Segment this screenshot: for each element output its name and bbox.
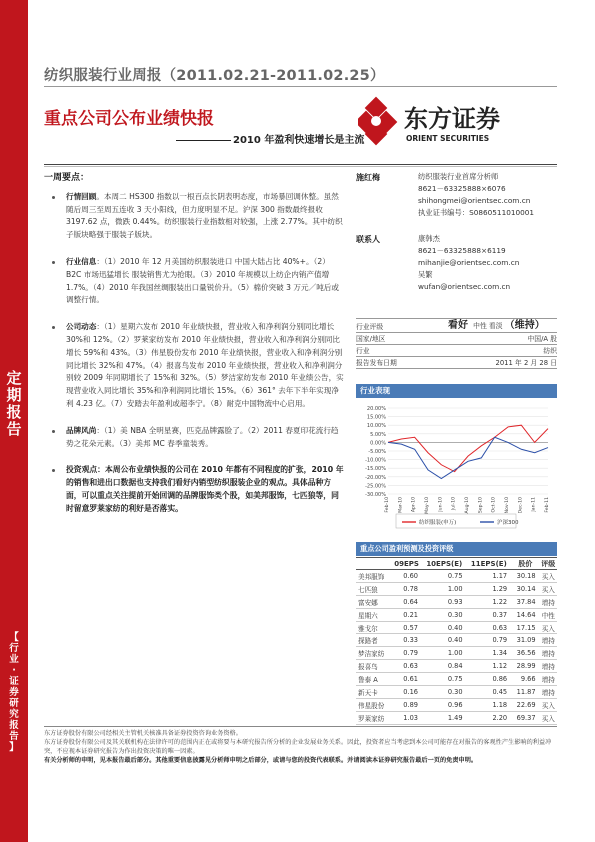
bullet-dot-icon xyxy=(52,469,55,472)
table-cell: 0.75 xyxy=(422,570,467,583)
orient-securities-logo xyxy=(358,94,558,148)
table-cell: 0.64 xyxy=(391,595,422,608)
x-tick-label: Jun-10 xyxy=(438,497,444,512)
table-cell: 17.15 xyxy=(511,621,539,634)
company-name-cell: 雅戈尔 xyxy=(356,621,391,634)
table-cell: 买入 xyxy=(540,621,557,634)
x-tick-label: Jul-10 xyxy=(451,497,457,511)
table-row xyxy=(356,698,557,711)
x-tick-label: Feb-10 xyxy=(385,497,390,513)
table-cell: 69.37 xyxy=(511,711,539,724)
legend-label: 沪深300 xyxy=(497,520,519,526)
main-title: 重点公司公布业绩快报 xyxy=(44,109,214,129)
table-cell: 9.66 xyxy=(511,673,539,686)
y-tick-label: -30.00% xyxy=(365,492,386,498)
table-cell: 增持 xyxy=(540,673,557,686)
y-tick-label: 0.00% xyxy=(370,440,386,447)
table-cell: 1.18 xyxy=(467,698,512,711)
y-tick-label: -10.00% xyxy=(365,457,386,464)
table-cell: 增持 xyxy=(540,647,557,660)
eps-forecast-table xyxy=(356,557,557,725)
company-name-cell: 星期六 xyxy=(356,608,391,621)
performance-chart xyxy=(356,402,557,530)
analyst-name: 施红梅 xyxy=(356,173,380,182)
table-cell: 增持 xyxy=(540,660,557,673)
table-cell: 1.34 xyxy=(467,647,512,660)
x-tick-label: Sep-10 xyxy=(478,497,484,514)
table-cell: 0.33 xyxy=(391,634,422,647)
table-row xyxy=(356,647,557,660)
logo-cn-text: 东方证券 xyxy=(404,105,500,133)
contact-label: 联系人 xyxy=(356,235,380,244)
table-cell: 2.20 xyxy=(467,711,512,724)
bullet-market-review: 行情回顾。本周二 HS300 指数以一根百点长阴表明态度，市场暴回调休整。虽然随后周三至周五连收 3 天小阳线，但力度明显不足。沪深 300 指数最终报收 3197.62 点，微跌 0.44%。纺织服装行业指数相对较强，上涨 2.77%。其中纺织子版块略强于服装子版块。 xyxy=(44,191,344,242)
contact-email-link-2[interactable]: wufan@orientsec.com.cn xyxy=(418,282,511,291)
table-row xyxy=(356,660,557,673)
y-tick-label: 5.00% xyxy=(370,431,386,438)
y-tick-label: 15.00% xyxy=(366,414,386,421)
logo-mark-icon xyxy=(358,94,558,148)
disclaimer-bold: 有关分析师的申明，见本报告最后部分。其他重要信息披露见分析师申明之后部分，或请与您的投资代表联系。并请阅读本证券研究报告最后一页的免责申明。 xyxy=(44,757,478,764)
x-tick-label: Feb-11 xyxy=(545,497,550,513)
table-cell: 买入 xyxy=(540,698,557,711)
rating-options: 中性 看淡 xyxy=(473,322,503,330)
industry-performance-heading: 行业表现 xyxy=(356,384,557,398)
company-name-cell: 富安娜 xyxy=(356,595,391,608)
table-cell: 36.56 xyxy=(511,647,539,660)
summary-heading: 一周要点： xyxy=(44,173,90,183)
table-cell: 0.63 xyxy=(391,660,422,673)
table-cell: 1.00 xyxy=(422,582,467,595)
table-cell: 买入 xyxy=(540,570,557,583)
analyst-contacts: 施红梅 纺织服装行业首席分析师 8621－63325888×6076 shihongmei@orientsec.com.cn 执业证书编号：S0860511010001 联系人 康韩杰 8621－63325888×6119 mihanjie@orientsec.com.cn 吴繁 wufan@orientsec.com.cn xyxy=(356,172,535,291)
table-cell: 0.40 xyxy=(422,634,467,647)
y-tick-label: 10.00% xyxy=(366,423,386,430)
legend-label: 纺织服装(申万) xyxy=(419,520,457,526)
footer-divider xyxy=(44,726,557,727)
table-cell: 0.93 xyxy=(422,595,467,608)
bullet-industry-info: 行业信息：（1）2010 年 12 月美国纺织服装进口 中国大陆占比 40%+。（2）B2C 市场迅猛增长 服装销售尤为抢眼。（3）2010 年规模以上纺企内销产值增 1.7%。（4）2010 年我国丝绸服装出口量锐价升。（5）棉价突破 3 万元／吨后或调整行情。 xyxy=(44,256,344,307)
x-tick-label: Apr-10 xyxy=(411,497,417,513)
table-cell: 买入 xyxy=(540,582,557,595)
table-cell: 0.30 xyxy=(422,686,467,699)
company-name-cell: 梦洁家纺 xyxy=(356,647,391,660)
x-tick-label: Aug-10 xyxy=(465,497,470,514)
y-tick-label: 20.00% xyxy=(366,406,386,412)
header-divider xyxy=(44,86,557,87)
table-row xyxy=(356,595,557,608)
rating-value: 看好 xyxy=(448,320,468,331)
table-cell: 0.37 xyxy=(467,608,512,621)
disclaimer: 东方证券股份有限公司经相关主管机关核准具备证券投资咨询业务资格。 东方证券股份有限公司及其关联机构在法律许可的范围内正在或将要与本研究报告所分析的企业发展业务关系。因此，投资者应当考虑到本公司可能存在对报告的客观性产生影响的利益冲突，不应视本证券研究报告为作出投资决策的唯一因素。 有关分析师的申明，见本报告最后部分。其他重要信息披露见分析师申明之后部分，或请与您的投资代表联系。并请阅读本证券研究报告最后一页的免责申明。 xyxy=(44,729,557,765)
company-name-cell: 报喜鸟 xyxy=(356,660,391,673)
bullet-dot-icon xyxy=(52,261,55,264)
bullet-dot-icon xyxy=(52,430,55,433)
rating-label: 行业评级 xyxy=(356,323,384,331)
table-cell: 0.86 xyxy=(467,673,512,686)
sidebar xyxy=(0,0,28,842)
table-row xyxy=(356,673,557,686)
table-cell: 0.96 xyxy=(422,698,467,711)
table-cell: 1.22 xyxy=(467,595,512,608)
table-cell: 0.89 xyxy=(391,698,422,711)
table-row xyxy=(356,582,557,595)
x-tick-label: Jan-11 xyxy=(531,497,537,512)
subtitle: 2010 年盈利快速增长是主流 xyxy=(176,131,364,146)
table-cell: 0.21 xyxy=(391,608,422,621)
table-row xyxy=(356,634,557,647)
y-tick-label: -25.00% xyxy=(365,483,386,490)
table-row xyxy=(356,570,557,583)
table-cell: 30.18 xyxy=(511,570,539,583)
table-cell: 1.03 xyxy=(391,711,422,724)
report-category-label: 【 行 业 · 证 券 研 究 报 告 】 xyxy=(9,632,19,753)
table-header-row: 09EPS 10EPS(E) 11EPS(E) 股价 评级 xyxy=(356,558,557,570)
table-cell: 37.84 xyxy=(511,595,539,608)
eps-table-heading: 重点公司盈利预测及投资评级 xyxy=(356,542,557,556)
bullet-dot-icon xyxy=(52,326,55,329)
table-cell: 0.57 xyxy=(391,621,422,634)
section-divider xyxy=(44,164,557,165)
table-cell: 买入 xyxy=(540,711,557,724)
table-cell: 31.09 xyxy=(511,634,539,647)
table-row xyxy=(356,711,557,724)
rating-block: 行业评级 看好 中性 看淡 （维持） 国家/地区 中国/A 股 行业 纺织 报告发布日期 2011 年 2 月 28 日 xyxy=(356,320,557,367)
table-cell: 1.12 xyxy=(467,660,512,673)
company-name-cell: 罗莱家纺 xyxy=(356,711,391,724)
table-cell: 增持 xyxy=(540,595,557,608)
table-row xyxy=(356,686,557,699)
company-name-cell: 伟星股份 xyxy=(356,698,391,711)
table-cell: 0.75 xyxy=(422,673,467,686)
bullet-investment-view: 投资观点：本周公布业绩快报的公司在 2010 年都有不同程度的扩张，2010 年的销售和进出口数据也支持我们看好内销型纺织服装企业的观点。具体品种方面，可以重点关注提前开始回调的品牌服饰类个股，如美邦服饰，七匹狼等，同时留意罗莱家纺的利好是否落实。 xyxy=(44,464,344,515)
x-tick-label: Nov-10 xyxy=(505,497,510,514)
report-type-label: 定 期 报 告 xyxy=(6,369,22,438)
company-name-cell: 鲁泰 A xyxy=(356,673,391,686)
table-cell: 0.45 xyxy=(467,686,512,699)
table-cell: 1.17 xyxy=(467,570,512,583)
y-tick-label: -5.00% xyxy=(368,449,386,455)
x-tick-label: Mar-10 xyxy=(398,497,404,513)
company-name-cell: 七匹狼 xyxy=(356,582,391,595)
table-cell: 0.61 xyxy=(391,673,422,686)
company-name-cell: 新天卡 xyxy=(356,686,391,699)
table-cell: 0.16 xyxy=(391,686,422,699)
table-cell: 增持 xyxy=(540,634,557,647)
table-cell: 0.79 xyxy=(391,647,422,660)
bullet-brand-trends: 品牌风尚：（1）美 NBA 全明星赛，匹克品牌露脸了。（2）2011 春夏印花流行趋势之花朵元素。（3）美邦 MC 春季童装秀。 xyxy=(44,425,344,451)
summary-section xyxy=(44,172,344,530)
x-tick-label: May-10 xyxy=(425,497,430,514)
table-cell: 1.00 xyxy=(422,647,467,660)
table-cell: 0.78 xyxy=(391,582,422,595)
section-divider-thin xyxy=(44,166,557,167)
series-line-1 xyxy=(388,437,548,478)
table-cell: 22.69 xyxy=(511,698,539,711)
table-cell: 0.30 xyxy=(422,608,467,621)
y-tick-label: -15.00% xyxy=(365,466,386,473)
weekly-report-title: 纺织服装行业周报（2011.02.21-2011.02.25） xyxy=(44,68,385,84)
table-row xyxy=(356,621,557,634)
bullet-dot-icon xyxy=(52,196,55,199)
table-cell: 0.60 xyxy=(391,570,422,583)
logo-en-text: ORIENT SECURITIES xyxy=(406,134,490,143)
company-name-cell: 探路者 xyxy=(356,634,391,647)
contact-email-link[interactable]: mihanjie@orientsec.com.cn xyxy=(418,258,520,267)
table-cell: 14.64 xyxy=(511,608,539,621)
analyst-email-link[interactable]: shihongmei@orientsec.com.cn xyxy=(418,196,531,205)
table-cell: 30.14 xyxy=(511,582,539,595)
x-tick-label: Dec-10 xyxy=(518,497,524,514)
company-name-cell: 美邦服饰 xyxy=(356,570,391,583)
table-row xyxy=(356,608,557,621)
bullet-company-news: 公司动态：（1）星期六发布 2010 年业绩快报，营业收入和净利润分别同比增长 30%和 12%。（2）罗莱家纺发布 2010 年业绩快报，营业收入和净利润分别同比增长 59%和 43%。（3）伟星股份发布 2010 年业绩快报，营业收入和净利润分别同比增长 32%和 47%。（4）报喜鸟发布 2010 年业绩快报，营业收入和净利润分别较 2009 年同期增长了 15%和 32%。（5）梦洁家纺发布 2010 年业绩公告，实现营业收入同比增长 35%和净利润同比增长 15%。（6）361° 去年下半年实现净利 4.23 亿。（7）安踏去年盈利或超李宁。（8）耐克中国物流中心启用。 xyxy=(44,321,344,411)
table-cell: 11.87 xyxy=(511,686,539,699)
y-tick-label: -20.00% xyxy=(365,474,386,481)
rating-status: （维持） xyxy=(504,320,545,331)
table-cell: 28.99 xyxy=(511,660,539,673)
x-tick-label: Oct-10 xyxy=(491,497,497,513)
table-cell: 0.63 xyxy=(467,621,512,634)
table-cell: 增持 xyxy=(540,686,557,699)
table-cell: 0.84 xyxy=(422,660,467,673)
table-cell: 中性 xyxy=(540,608,557,621)
table-cell: 0.40 xyxy=(422,621,467,634)
table-cell: 1.29 xyxy=(467,582,512,595)
table-cell: 0.79 xyxy=(467,634,512,647)
table-cell: 1.49 xyxy=(422,711,467,724)
